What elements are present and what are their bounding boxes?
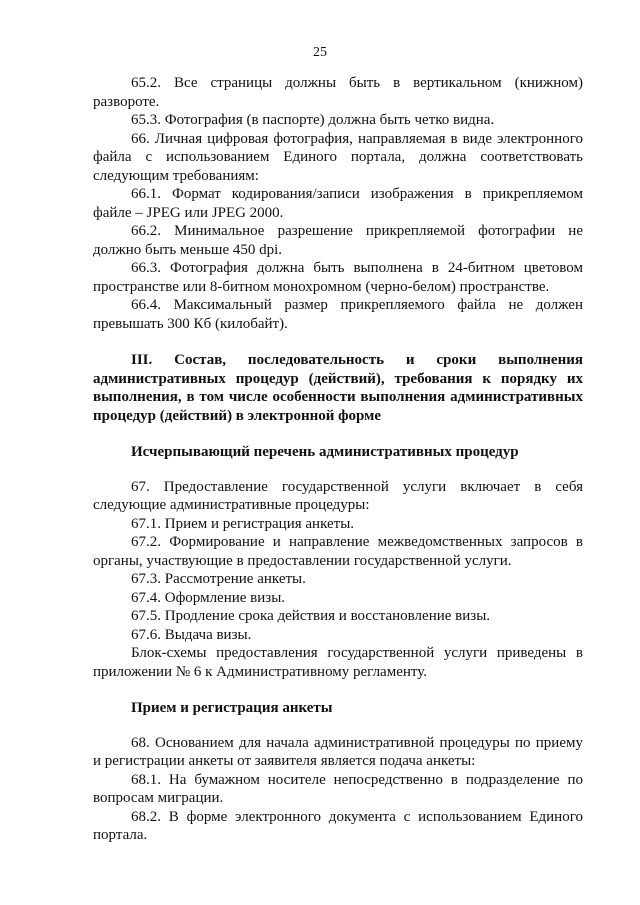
- paragraph-67-2: 67.2. Формирование и направление межведомственных запросов в органы, участвующие в предоставлении государственной услуги.: [93, 534, 583, 569]
- paragraph-66-4: 66.4. Максимальный размер прикрепляемого файла не должен превышать 300 Кб (килобайт).: [93, 297, 583, 332]
- paragraph-67-4: 67.4. Оформление визы.: [131, 589, 286, 606]
- paragraph-67-3: 67.3. Рассмотрение анкеты.: [131, 571, 306, 587]
- document-body: [93, 74, 583, 845]
- paragraph-65-3: 65.3. Фотография (в паспорте) должна быть четко видна.: [131, 112, 495, 128]
- spacer: [93, 462, 583, 478]
- paragraph-66-2: 66.2. Минимальное разрешение прикрепляемой фотографии не должно быть меньше 450 dpi.: [93, 223, 583, 258]
- paragraph-66-1: 66.1. Формат кодирования/записи изображения в прикрепляемом файле – JPEG или JPEG 2000.: [93, 186, 583, 221]
- section-heading-III: III. Состав, последовательность и сроки выполнения административных процедур (действий), требования к порядку их выполнения, в том числе особенности выполнения административных процедур (действий) в электронной форме: [93, 352, 583, 424]
- paragraph-block-schemes: Блок-схемы предоставления государственной услуги приведены в приложении № 6 к Административному регламенту.: [93, 645, 583, 680]
- subsection-heading-reception: Прием и регистрация анкеты: [131, 700, 333, 716]
- page-number: 25: [313, 45, 327, 60]
- spacer: [93, 333, 583, 351]
- paragraph-65-2: 65.2. Все страницы должны быть в вертикальном (книжном) развороте.: [93, 75, 583, 110]
- paragraph-67: 67. Предоставление государственной услуги включает в себя следующие административные процедуры:: [93, 478, 583, 513]
- subsection-heading-procedures-list: Исчерпывающий перечень административных процедур: [131, 444, 519, 460]
- paragraph-68-1: 68.1. На бумажном носителе непосредственно в подразделение по вопросам миграции.: [93, 771, 583, 806]
- paragraph-67-6: 67.6. Выдача визы.: [131, 626, 252, 643]
- spacer: [93, 681, 583, 699]
- paragraph-67-5: 67.5. Продление срока действия и восстановление визы.: [131, 608, 491, 624]
- paragraph-68-2: 68.2. В форме электронного документа с использованием Единого портала.: [93, 808, 583, 843]
- paragraph-67-1: 67.1. Прием и регистрация анкеты.: [131, 515, 355, 532]
- paragraph-66: 66. Личная цифровая фотография, направляемая в виде электронного файла с использованием Единого портала, должна соответствовать следующим требованиям:: [93, 130, 583, 184]
- spacer: [93, 425, 583, 443]
- spacer: [93, 718, 583, 734]
- paragraph-66-3: 66.3. Фотография должна быть выполнена в 24-битном цветовом пространстве или 8-битном монохромном (черно-белом) пространстве.: [93, 260, 583, 295]
- paragraph-68: 68. Основанием для начала административной процедуры по приему и регистрации анкеты от заявителя является подача анкеты:: [93, 734, 583, 769]
